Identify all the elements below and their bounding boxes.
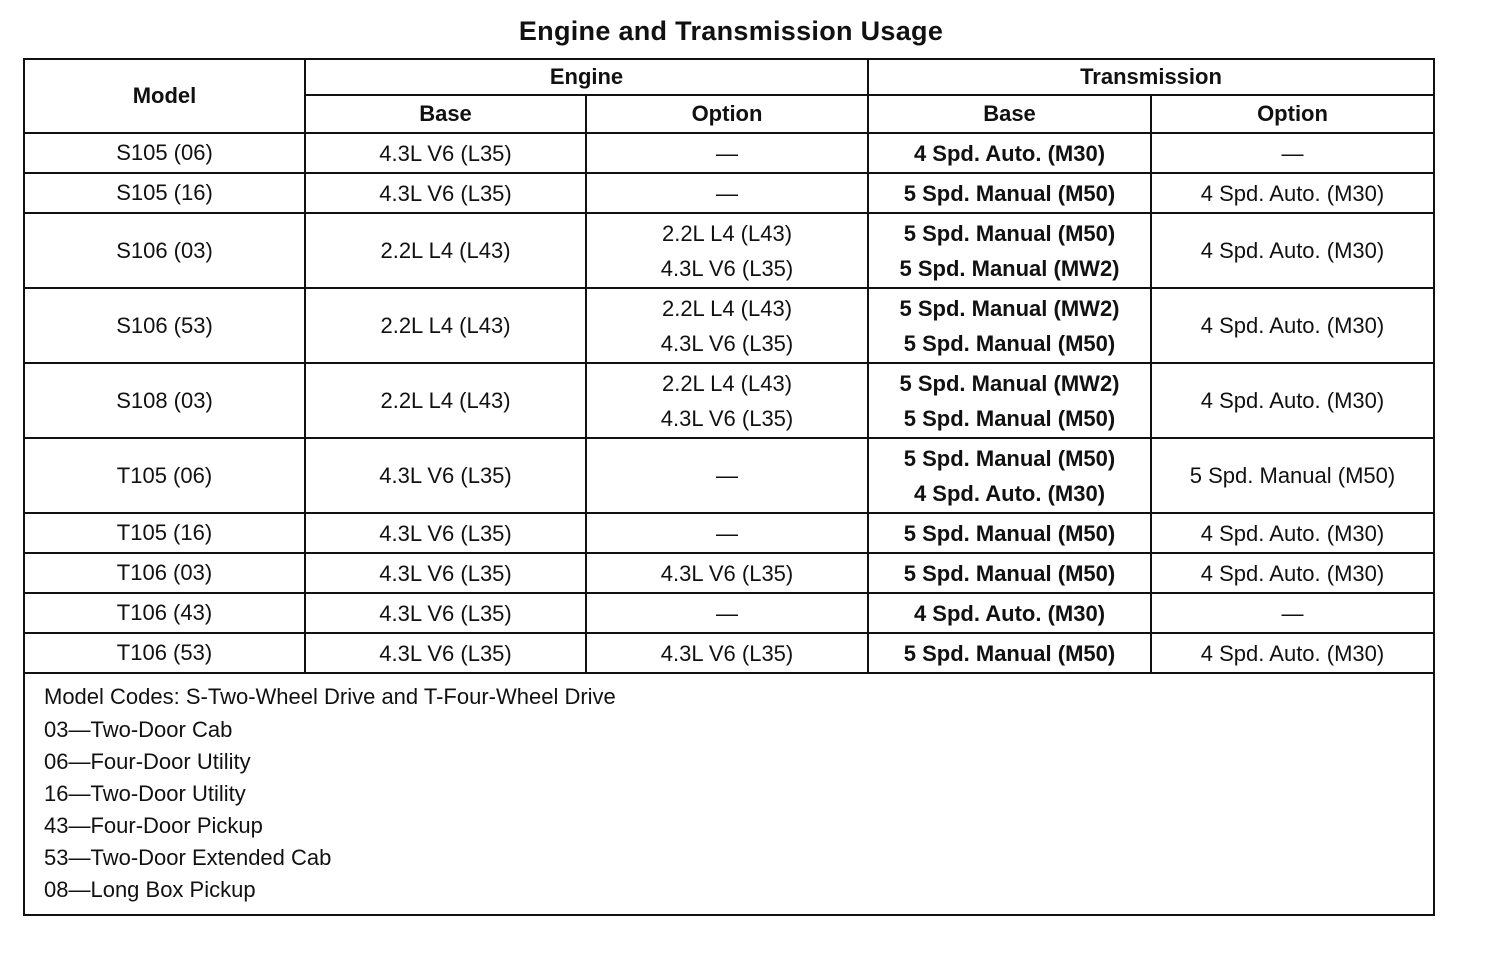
table-row <box>24 438 1434 513</box>
cell-line: — <box>716 140 738 166</box>
model-cell: S105 (06) <box>24 133 305 173</box>
engine-base-cell <box>305 173 586 213</box>
cell-line: 4.3L V6 (L35) <box>660 405 794 431</box>
transmission-option-header: Option <box>1151 95 1434 133</box>
engine-option-cell <box>586 633 868 673</box>
engine-option-cell <box>586 513 868 553</box>
cell-line: — <box>1281 600 1304 626</box>
cell-line: 4 Spd. Auto. (M30) <box>913 480 1106 506</box>
model-cell: S105 (16) <box>24 173 305 213</box>
cell-line: — <box>716 180 738 206</box>
model-cell: T106 (03) <box>24 553 305 593</box>
transmission-option-cell <box>1151 553 1434 593</box>
note-line: 08—Long Box Pickup <box>44 877 256 902</box>
engine-base-cell <box>305 133 586 173</box>
transmission-option-cell <box>1151 438 1434 513</box>
transmission-option-cell <box>1151 173 1434 213</box>
transmission-option-cell <box>1151 593 1434 633</box>
cell-line: 5 Spd. Manual (M50) <box>903 405 1116 431</box>
note-line: 16—Two-Door Utility <box>44 781 246 806</box>
model-cell: T105 (06) <box>24 438 305 513</box>
transmission-base-cell <box>868 513 1151 553</box>
cell-line: 4 Spd. Auto. (M30) <box>1200 520 1385 546</box>
cell-line: 5 Spd. Manual (M50) <box>903 520 1116 546</box>
cell-line: 4 Spd. Auto. (M30) <box>913 140 1106 166</box>
table-row <box>24 553 1434 593</box>
table-row <box>24 593 1434 633</box>
cell-line: 4 Spd. Auto. (M30) <box>913 600 1106 626</box>
cell-line: 5 Spd. Manual (M50) <box>903 560 1116 586</box>
transmission-option-cell <box>1151 213 1434 288</box>
cell-line: 4.3L V6 (L35) <box>379 600 512 626</box>
transmission-base-cell <box>868 438 1151 513</box>
cell-line: — <box>716 600 738 626</box>
cell-line: 5 Spd. Manual (MW2) <box>899 295 1120 321</box>
table-body <box>24 133 1434 673</box>
transmission-option-cell <box>1151 363 1434 438</box>
transmission-base-cell <box>868 363 1151 438</box>
cell-line: — <box>716 520 738 546</box>
cell-line: 5 Spd. Manual (M50) <box>903 220 1116 246</box>
engine-base-cell <box>305 213 586 288</box>
note-line: 43—Four-Door Pickup <box>44 813 263 838</box>
cell-line: 4.3L V6 (L35) <box>379 520 512 546</box>
transmission-option-cell <box>1151 633 1434 673</box>
table-row <box>24 213 1434 288</box>
transmission-base-cell <box>868 553 1151 593</box>
cell-line: 4 Spd. Auto. (M30) <box>1200 388 1385 413</box>
cell-line: — <box>716 463 738 488</box>
engine-option-cell <box>586 288 868 363</box>
cell-line: 4 Spd. Auto. (M30) <box>1200 560 1385 586</box>
cell-line: 4.3L V6 (L35) <box>660 330 794 356</box>
cell-line: 2.2L L4 (L43) <box>380 388 511 413</box>
model-cell: S106 (53) <box>24 288 305 363</box>
engine-option-cell <box>586 213 868 288</box>
engine-base-cell <box>305 553 586 593</box>
note-line: Model Codes: S-Two-Wheel Drive and T-Four-Wheel Drive <box>44 684 616 709</box>
engine-base-cell <box>305 593 586 633</box>
note-line: 53—Two-Door Extended Cab <box>44 845 332 870</box>
model-cell: S108 (03) <box>24 363 305 438</box>
cell-line: 2.2L L4 (L43) <box>380 238 511 263</box>
model-cell: S106 (03) <box>24 213 305 288</box>
model-cell: T106 (53) <box>24 633 305 673</box>
transmission-option-cell <box>1151 133 1434 173</box>
transmission-base-cell <box>868 173 1151 213</box>
cell-line: 4.3L V6 (L35) <box>660 255 794 281</box>
engine-option-cell <box>586 363 868 438</box>
engine-base-cell <box>305 513 586 553</box>
engine-option-cell <box>586 553 868 593</box>
engine-option-cell <box>586 593 868 633</box>
engine-option-header: Option <box>586 95 868 133</box>
transmission-option-cell <box>1151 288 1434 363</box>
transmission-base-cell <box>868 213 1151 288</box>
engine-base-cell <box>305 633 586 673</box>
cell-line: 5 Spd. Manual (M50) <box>903 180 1116 206</box>
transmission-base-cell <box>868 288 1151 363</box>
cell-line: 4.3L V6 (L35) <box>379 640 512 666</box>
model-header: Model <box>24 59 305 133</box>
note-line: 06—Four-Door Utility <box>44 749 251 774</box>
page-title: Engine and Transmission Usage <box>518 16 944 46</box>
cell-line: 2.2L L4 (L43) <box>661 220 793 246</box>
engine-base-cell <box>305 363 586 438</box>
cell-line: 4.3L V6 (L35) <box>660 640 794 666</box>
table-row <box>24 513 1434 553</box>
cell-line: 5 Spd. Manual (M50) <box>903 445 1116 471</box>
transmission-base-cell <box>868 133 1151 173</box>
cell-line: — <box>1281 140 1304 166</box>
transmission-base-cell <box>868 633 1151 673</box>
cell-line: 5 Spd. Manual (M50) <box>903 330 1116 356</box>
model-cell: T106 (43) <box>24 593 305 633</box>
engine-option-cell <box>586 133 868 173</box>
cell-line: 5 Spd. Manual (MW2) <box>899 255 1120 281</box>
cell-line: 5 Spd. Manual (MW2) <box>899 370 1120 396</box>
cell-line: 5 Spd. Manual (M50) <box>1189 463 1396 488</box>
cell-line: 2.2L L4 (L43) <box>661 295 793 321</box>
cell-line: 4 Spd. Auto. (M30) <box>1200 180 1385 206</box>
transmission-base-cell <box>868 593 1151 633</box>
cell-line: 4.3L V6 (L35) <box>379 180 512 206</box>
cell-line: 4 Spd. Auto. (M30) <box>1200 313 1385 338</box>
cell-line: 4 Spd. Auto. (M30) <box>1200 640 1385 666</box>
table-row <box>24 363 1434 438</box>
engine-header: Engine <box>305 59 868 95</box>
note-line: 03—Two-Door Cab <box>44 717 233 742</box>
cell-line: 2.2L L4 (L43) <box>380 313 511 338</box>
table-row <box>24 173 1434 213</box>
cell-line: 4.3L V6 (L35) <box>379 560 512 586</box>
engine-option-cell <box>586 173 868 213</box>
model-cell: T105 (16) <box>24 513 305 553</box>
engine-option-cell <box>586 438 868 513</box>
cell-line: 2.2L L4 (L43) <box>661 370 793 396</box>
cell-line: 4.3L V6 (L35) <box>660 560 794 586</box>
cell-line: 4.3L V6 (L35) <box>379 140 512 166</box>
engine-base-header: Base <box>305 95 586 133</box>
usage-table <box>23 58 1435 916</box>
cell-line: 4 Spd. Auto. (M30) <box>1200 238 1385 263</box>
transmission-option-cell <box>1151 513 1434 553</box>
transmission-header: Transmission <box>868 59 1434 95</box>
cell-line: 5 Spd. Manual (M50) <box>903 640 1116 666</box>
cell-line: 4.3L V6 (L35) <box>379 463 512 488</box>
engine-base-cell <box>305 288 586 363</box>
table-row <box>24 633 1434 673</box>
engine-base-cell <box>305 438 586 513</box>
model-codes-notes <box>24 673 1434 915</box>
transmission-base-header: Base <box>868 95 1151 133</box>
table-row <box>24 133 1434 173</box>
table-row <box>24 288 1434 363</box>
